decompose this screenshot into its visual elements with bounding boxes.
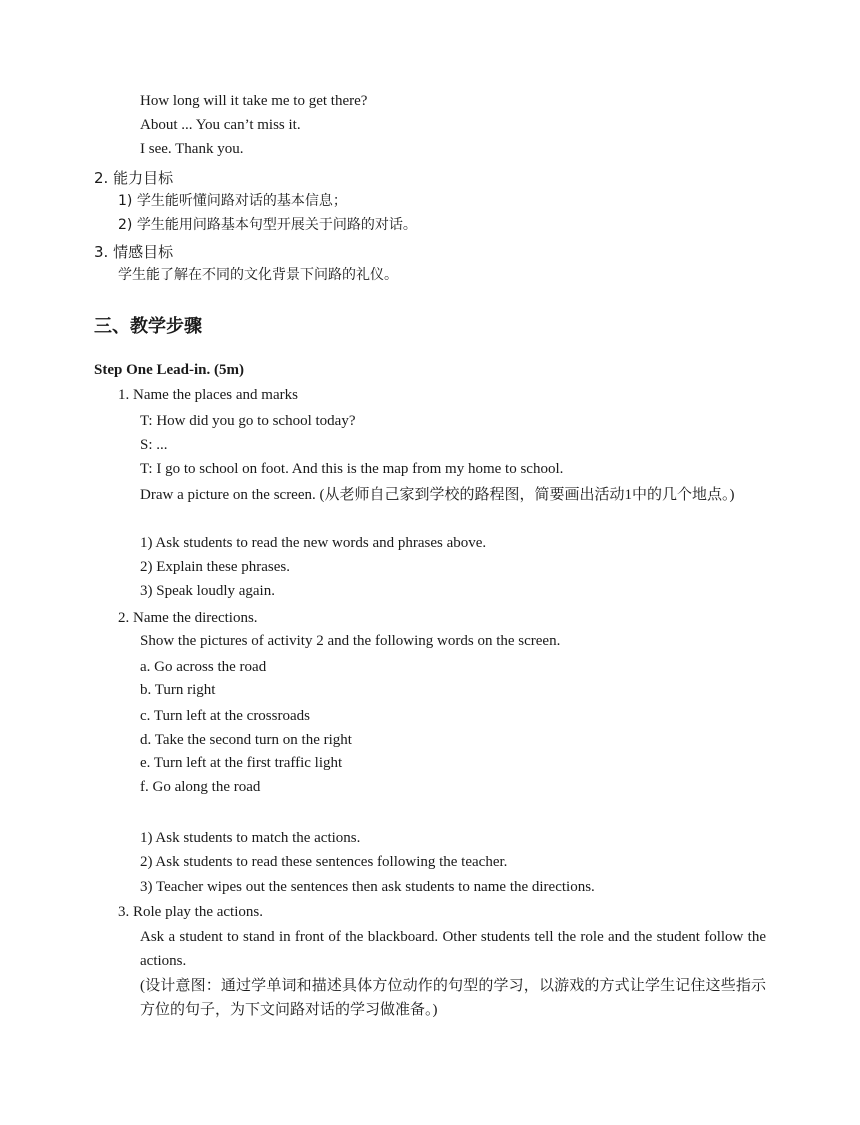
direction-option: a. Go across the road: [140, 659, 267, 675]
step-item-title: 3. Role play the actions.: [118, 904, 263, 920]
sub-step: 2) Ask students to read these sentences following the teacher.: [140, 854, 508, 870]
ability-goal-heading: 2. 能力目标: [94, 169, 174, 187]
direction-option: e. Turn left at the first traffic light: [140, 755, 343, 771]
step-title: Step One Lead-in. (5m): [94, 362, 244, 378]
dialogue-line: T: I go to school on foot. And this is the map from my home to school.: [140, 461, 564, 477]
direction-option: c. Turn left at the crossroads: [140, 708, 310, 724]
direction-option: f. Go along the road: [140, 779, 261, 795]
dialogue-line: T: How did you go to school today?: [140, 413, 356, 429]
sub-step: 3) Teacher wipes out the sentences then ask students to name the directions.: [140, 879, 595, 895]
instruction-line: Show the pictures of activity 2 and the following words on the screen.: [140, 633, 561, 649]
sub-step: 2) Explain these phrases.: [140, 559, 290, 575]
ability-goal-item: 2) 学生能用问路基本句型开展关于问路的对话。: [118, 217, 417, 233]
dialogue-line: I see. Thank you.: [140, 141, 244, 157]
step-item-title: 1. Name the places and marks: [118, 387, 298, 403]
sub-step: 3) Speak loudly again.: [140, 583, 275, 599]
instruction-paragraph: Draw a picture on the screen. (从老师自己家到学校的路程图，简要画出活动1中的几个地点。): [140, 487, 735, 503]
direction-option: d. Take the second turn on the right: [140, 732, 352, 748]
ability-goal-item: 1) 学生能听懂问路对话的基本信息；: [118, 193, 347, 209]
emotion-goal-heading: 3. 情感目标: [94, 243, 174, 261]
design-intent-paragraph: (设计意图：通过学单词和描述具体方位动作的句型的学习，以游戏的方式让学生记住这些指示方位的句子，为下文问路对话的学习做准备。): [140, 978, 766, 1018]
dialogue-line: How long will it take me to get there?: [140, 93, 368, 109]
sub-step: 1) Ask students to match the actions.: [140, 830, 361, 846]
instruction-paragraph: Ask a student to stand in front of the blackboard. Other students tell the role and the student follow the actions.: [140, 929, 766, 969]
emotion-goal-text: 学生能了解在不同的文化背景下问路的礼仪。: [118, 267, 398, 283]
sub-step: 1) Ask students to read the new words and phrases above.: [140, 535, 487, 551]
dialogue-line: About ... You can’t miss it.: [140, 117, 301, 133]
step-item-title: 2. Name the directions.: [118, 610, 258, 626]
dialogue-line: S: ...: [140, 437, 168, 453]
direction-option: b. Turn right: [140, 682, 216, 698]
section-title: 三、教学步骤: [94, 316, 202, 337]
